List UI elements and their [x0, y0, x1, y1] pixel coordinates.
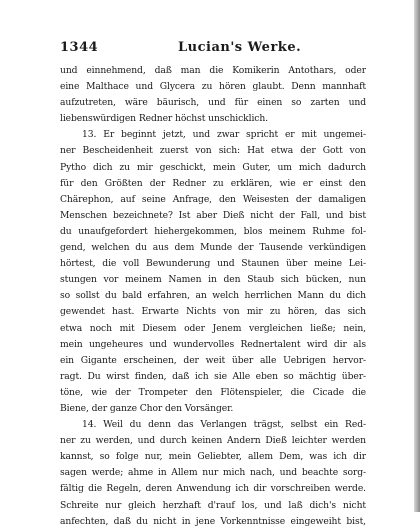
- page-header: [60, 40, 360, 58]
- text-line: kannst, so folge nur, mein Geliebter, allem Dem, was ich dir: [60, 451, 366, 463]
- text-line-paragraph-start: 14. Weil du denn das Verlangen trägst, selbst ein Red-: [82, 419, 366, 431]
- text-line: Schreite nur gleich herzhaft d'rauf los, und laß dich's nicht: [60, 499, 366, 511]
- text-line: eine Malthace und Glycera zu hören glaubt. Denn mannhaft: [60, 81, 366, 93]
- text-line: gend, welchen du aus dem Munde der Tausende verkündigen: [60, 242, 366, 254]
- text-line: so sollst du bald erfahren, an welch herrlichen Mann du dich: [60, 290, 366, 302]
- text-line: etwa noch mit Diesem oder Jenem vergleichen ließe; nein,: [60, 322, 366, 334]
- text-line: anfechten, daß du nicht in jene Vorkenntnisse eingeweiht bist,: [60, 515, 366, 527]
- text-line: für den Größten der Redner zu erklären, wie er einst den: [60, 177, 366, 189]
- text-line: ragt. Du wirst finden, daß ich sie Alle eben so mächtig über-: [60, 370, 366, 382]
- running-title: Lucian's Werke.: [178, 40, 302, 55]
- text-line: aufzutreten, wäre bäurisch, und für einen so zarten und: [60, 97, 366, 109]
- body-text: [60, 63, 366, 530]
- text-line: sagen werde; ahme in Allem nur mich nach, und beachte sorg-: [60, 467, 366, 479]
- text-line: ner zu werden, und durch keinen Andern Dieß leichter werden: [60, 435, 366, 447]
- page-spine-edge: [414, 0, 420, 512]
- text-line: fältig die Regeln, deren Anwendung ich dir vorschreiben werde.: [60, 483, 366, 495]
- page-number: 1344: [60, 40, 99, 55]
- text-line: Pytho dich zu mir geschickt, mein Guter, um mich dadurch: [60, 161, 366, 173]
- text-line: und einnehmend, daß man die Komikerin Antothars, oder: [60, 65, 366, 76]
- text-line-paragraph-start: 13. Er beginnt jetzt, und zwar spricht er mit ungemei-: [82, 129, 366, 141]
- text-line: Menschen bezeichnete? Ist aber Dieß nicht der Fall, und bist: [60, 209, 366, 221]
- text-line: du unaufgefordert hiehergekommen, blos meinem Ruhme fol-: [60, 225, 366, 237]
- text-line: Chärephon, auf seine Anfrage, den Weisesten der damaligen: [60, 193, 366, 205]
- text-line: ein Gigante erscheinen, der weit über alle Uebrigen hervor-: [60, 354, 366, 366]
- text-line: liebenswürdigen Redner höchst unschicklich.: [60, 113, 268, 125]
- text-line: mein ungeheures und wundervolles Rednertalent wird dir als: [60, 338, 366, 350]
- text-line: gewendet hast. Erwarte Nichts von mir zu hören, das sich: [60, 306, 366, 318]
- text-line: Biene, der ganze Chor den Vorsänger.: [60, 402, 234, 414]
- text-line: ner Bescheidenheit zuerst von sich: Hat etwa der Gott von: [60, 145, 366, 157]
- text-line: stungen vor meinem Namen in den Staub sich bücken, nun: [60, 274, 366, 286]
- text-line: hörtest, die voll Bewunderung und Staunen über meine Lei-: [60, 258, 366, 270]
- text-line: töne, wie der Trompeter den Flötenspieler, die Cicade die: [60, 386, 366, 398]
